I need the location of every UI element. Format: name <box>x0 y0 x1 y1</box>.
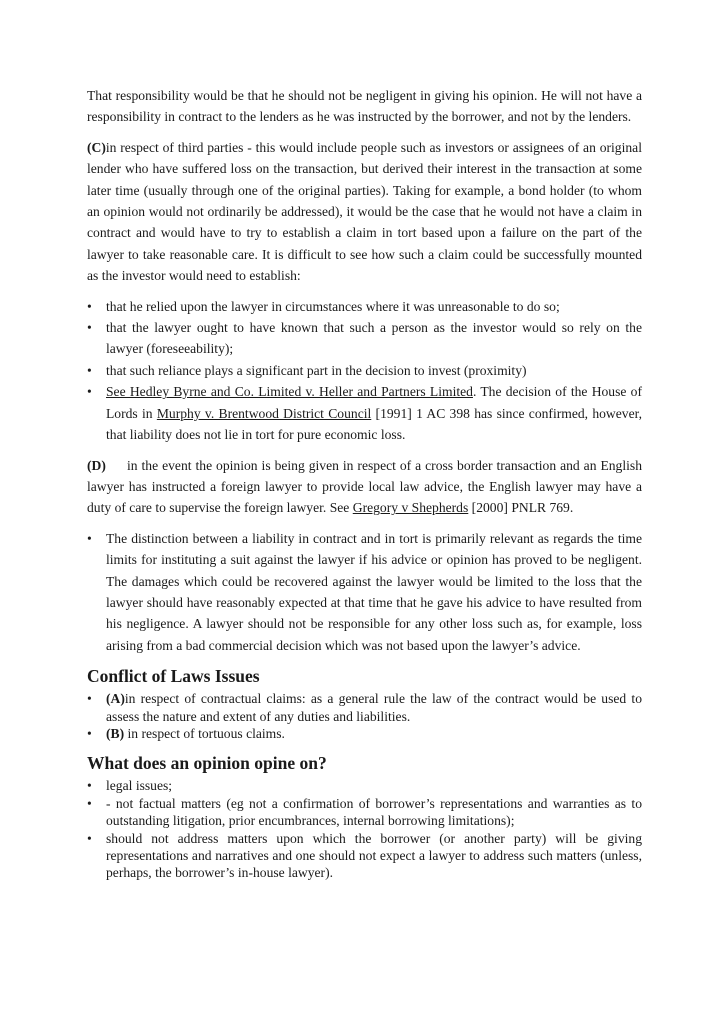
paragraph-label: (D) <box>87 457 106 473</box>
paragraph-text: in respect of third parties - this would include people such as investors or assignees of an original lender who have suffered loss on the transaction, but derived their interest in the transaction at some later time (usually through one of the original parties). Taking for example, a bond holder (to whom an opinion would not ordinarily be addressed), it would be the case that he would not have a claim in contract and would have to try to establish a claim in tort based upon a failure on the part of the lawyer to take reasonable care. It is difficult to see how such a claim could be successfully mounted as the investor would need to establish: <box>87 139 642 284</box>
paragraph-text: in the event the opinion is being given in respect of a cross border transaction and an English lawyer has instructed a foreign lawyer to provide local law advice, the English lawyer may have a duty of care to supervise the foreign lawyer. See <box>87 457 642 516</box>
list-item-text: should not address matters upon which the borrower (or another party) will be giving representations and narratives and one should not expect a lawyer to address such matters (unless, perhaps, the borrower’s in-house lawyer). <box>106 830 642 881</box>
list-item-text: - not factual matters (eg not a confirmation of borrower’s representations and warranties as to outstanding litigation, prior encumbrances, internal borrowing limitations); <box>106 795 642 829</box>
list-item <box>87 296 642 317</box>
list-item-text: that he relied upon the lawyer in circumstances where it was unreasonable to do so; <box>106 298 560 314</box>
list-item <box>87 777 642 794</box>
case-citation: Murphy v. Brentwood District Council <box>156 405 372 421</box>
list-item <box>87 725 642 742</box>
list-item-text: [1991] 1 AC 398 has since confirmed, however, that liability does not lie in tort for pure economic loss. <box>106 405 642 443</box>
bullet-icon: • <box>87 384 92 400</box>
bullet-icon: • <box>87 691 92 707</box>
list-item-text: that the lawyer ought to have known that such a person as the investor would so rely on the lawyer (foreseeability); <box>106 320 642 357</box>
item-label: (A) <box>106 691 125 707</box>
opine-list <box>87 777 642 881</box>
list-item <box>87 528 642 656</box>
list-item <box>87 795 642 830</box>
list-item <box>87 360 642 381</box>
list-item <box>87 381 642 445</box>
paragraph-text: [2000] PNLR 769. <box>468 500 574 516</box>
paragraph-label: (C) <box>87 139 106 155</box>
bullet-icon: • <box>87 725 92 741</box>
list-item-text: in respect of contractual claims: as a general rule the law of the contract would be used to assess the nature and extent of any duties and liabilities. <box>106 691 642 724</box>
bullet-icon: • <box>87 362 92 378</box>
list-item <box>87 317 642 360</box>
paragraph-responsibility: That responsibility would be that he should not be negligent in giving his opinion. He will not have a responsibility in contract to the lenders as he was instructed by the borrower, and not by the lenders. <box>87 88 642 125</box>
list-item-text: that such reliance plays a significant part in the decision to invest (proximity) <box>106 362 527 378</box>
list-item-text: in respect of tortuous claims. <box>124 725 285 741</box>
list-item <box>87 690 642 725</box>
paragraph-cross-border <box>87 455 642 519</box>
bullet-icon: • <box>87 320 92 336</box>
paragraph-third-parties <box>87 137 642 287</box>
list-item-text: The distinction between a liability in contract and in tort is primarily relevant as regards the time limits for instituting a suit against the lawyer if his advice or opinion has proved to be negligent. The damages which could be recovered against the lawyer would be limited to the loss that the lawyer should have reasonably expected at that time that he gave his advice to have resulted from his negligence. A lawyer should not be responsible for any other loss such as, for example, loss arising from a bad commercial decision which was not based upon the lawyer’s advice. <box>106 530 642 653</box>
investor-requirements-list <box>87 296 642 446</box>
bullet-icon: • <box>87 298 92 314</box>
list-item <box>87 830 642 882</box>
conflict-list <box>87 690 642 742</box>
case-citation: Gregory v Shepherds <box>352 500 469 516</box>
case-citation: See Hedley Byrne and Co. Limited v. Heller and Partners Limited <box>106 384 473 400</box>
bullet-icon: • <box>87 830 92 846</box>
list-item-text: . The decision of the House of Lords in <box>106 384 642 421</box>
list-item-text: legal issues; <box>106 778 173 794</box>
bullet-icon: • <box>87 795 92 811</box>
bullet-icon: • <box>87 530 92 546</box>
section-heading-conflict: Conflict of Laws Issues <box>87 666 260 687</box>
distinction-list <box>87 528 642 656</box>
bullet-icon: • <box>87 778 92 794</box>
section-heading-opine: What does an opinion opine on? <box>87 753 327 774</box>
item-label: (B) <box>106 725 125 741</box>
